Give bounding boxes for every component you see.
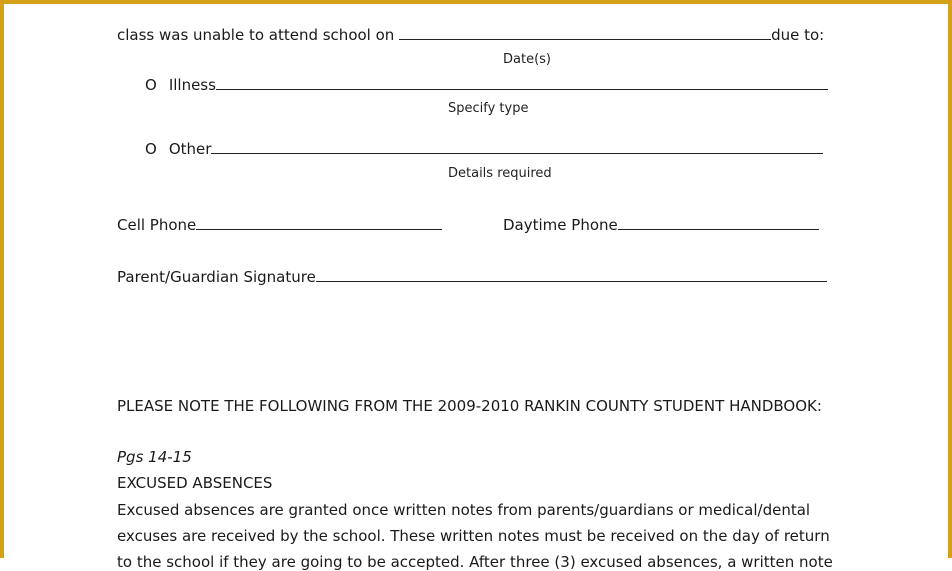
illness-radio[interactable]: O — [145, 76, 157, 94]
paragraph-line: to the school if they are going to be accepted. After three (3) excused absences, a written note — [117, 553, 833, 571]
paragraph-line: excuses are received by the school. These written notes must be received on the day of return — [117, 527, 830, 545]
other-radio[interactable]: O — [145, 140, 157, 158]
signature-field — [117, 268, 827, 286]
cell-phone-label: Cell Phone — [117, 216, 197, 234]
cell-phone-field — [117, 216, 442, 234]
signature-label: Parent/Guardian Signature — [117, 268, 316, 286]
illness-label: Illness — [168, 76, 216, 94]
other-option — [145, 140, 823, 158]
other-blank[interactable] — [211, 141, 823, 154]
other-caption: Details required — [448, 166, 552, 181]
attend-date-suffix: due to: — [771, 26, 825, 44]
signature-blank[interactable] — [316, 269, 827, 282]
illness-option — [145, 76, 828, 94]
paragraph-line: Excused absences are granted once written notes from parents/guardians or medical/dental — [117, 501, 811, 519]
daytime-phone-label: Daytime Phone — [503, 216, 618, 234]
handbook-heading: PLEASE NOTE THE FOLLOWING FROM THE 2009-2010 RANKIN COUNTY STUDENT HANDBOOK: — [117, 397, 822, 415]
attend-date-line — [117, 26, 824, 44]
illness-caption: Specify type — [448, 101, 529, 116]
daytime-phone-field — [503, 216, 819, 234]
other-label: Other — [168, 140, 212, 158]
cell-phone-blank[interactable] — [196, 217, 442, 230]
illness-blank[interactable] — [216, 77, 828, 90]
date-blank[interactable] — [399, 27, 771, 40]
handbook-pages: Pgs 14-15 — [117, 448, 192, 466]
daytime-phone-blank[interactable] — [618, 217, 819, 230]
date-caption: Date(s) — [503, 52, 551, 67]
attend-date-prefix: class was unable to attend school on — [117, 26, 395, 44]
section-title: EXCUSED ABSENCES — [117, 474, 273, 492]
